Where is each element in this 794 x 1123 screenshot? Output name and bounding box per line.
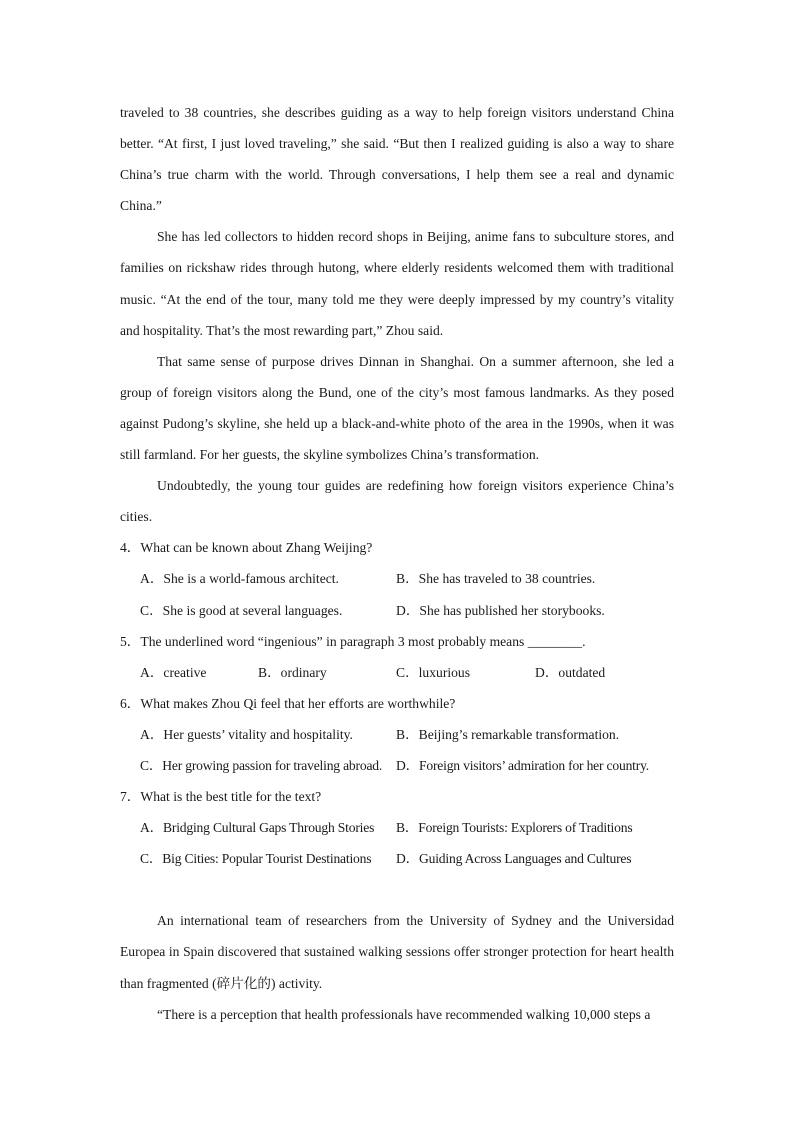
question-7-stem: 7．What is the best title for the text? <box>120 789 322 805</box>
question-6-option-c: C．Her growing passion for traveling abroad. <box>140 757 383 773</box>
question-6-stem: 6．What makes Zhou Qi feel that her efforts are worthwhile? <box>120 695 456 711</box>
question-7-option-a: A．Bridging Cultural Gaps Through Stories <box>140 820 375 836</box>
question-7-options-row-2 <box>120 843 674 874</box>
question-4-option-a: A．She is a world-famous architect. <box>140 571 339 587</box>
question-4-options-row-2 <box>120 595 674 626</box>
question-6-option-a: A．Her guests’ vitality and hospitality. <box>140 726 353 742</box>
section-gap <box>120 874 674 905</box>
passage1-paragraph-3: That same sense of purpose drives Dinnan in Shanghai. On a summer afternoon, she led a group of foreign visitors along the Bund, one of the city’s most famous landmarks. As they posed against Pudong’s skyline, she held up a black-and-white photo of the area in the 1990s, when it was still farmland. For her guests, the skyline symbolizes China’s transformation. <box>120 353 674 463</box>
question-4-option-b: B．She has traveled to 38 countries. <box>396 571 596 587</box>
question-5-options-row <box>120 657 674 688</box>
question-4-option-d: D．She has published her storybooks. <box>396 602 605 618</box>
question-6-options-row-1 <box>120 719 674 750</box>
question-6-option-b: B．Beijing’s remarkable transformation. <box>396 726 620 742</box>
question-7-option-d: D．Guiding Across Languages and Cultures <box>396 851 632 867</box>
question-5-option-d: D．outdated <box>535 664 606 680</box>
question-5-option-b: B．ordinary <box>258 664 327 680</box>
question-7-option-c: C．Big Cities: Popular Tourist Destinations <box>140 851 372 867</box>
passage2-paragraph-2: “There is a perception that health professionals have recommended walking 10,000 steps a <box>157 1006 651 1022</box>
question-7-option-b: B．Foreign Tourists: Explorers of Traditions <box>396 820 633 836</box>
question-4-option-c: C．She is good at several languages. <box>140 602 343 618</box>
question-6-options-row-2 <box>120 750 674 781</box>
question-7-options-row-1 <box>120 812 674 843</box>
question-5-option-a: A．creative <box>140 664 207 680</box>
question-5-option-c: C．luxurious <box>396 664 471 680</box>
passage1-paragraph-4: Undoubtedly, the young tour guides are redefining how foreign visitors experience China’s cities. <box>120 478 674 525</box>
question-4-stem: 4．What can be known about Zhang Weijing? <box>120 540 373 556</box>
passage1-paragraph-1: traveled to 38 countries, she describes guiding as a way to help foreign visitors understand China better. “At first, I just loved traveling,” she said. “But then I realized guiding is also a way to share China’s true charm with the world. Through conversations, I help them see a real and dynamic China.” <box>120 105 674 214</box>
question-5-stem: 5．The underlined word “ingenious” in paragraph 3 most probably means ________. <box>120 633 586 649</box>
question-6-option-d: D．Foreign visitors’ admiration for her country. <box>396 757 649 773</box>
document-content <box>120 97 674 1030</box>
passage1-paragraph-2: She has led collectors to hidden record shops in Beijing, anime fans to subculture stores, and families on rickshaw rides through hutong, where elderly residents welcomed them with traditional music. “At the end of the tour, many told me they were deeply impressed by my country’s vitality and hospitality. That’s the most rewarding part,” Zhou said. <box>120 229 674 338</box>
question-4-options-row-1 <box>120 563 674 594</box>
passage2-paragraph-1: An international team of researchers from the University of Sydney and the Universidad Europea in Spain discovered that sustained walking sessions offer stronger protection for heart health than fragmented (碎片化的) activity. <box>120 913 674 991</box>
